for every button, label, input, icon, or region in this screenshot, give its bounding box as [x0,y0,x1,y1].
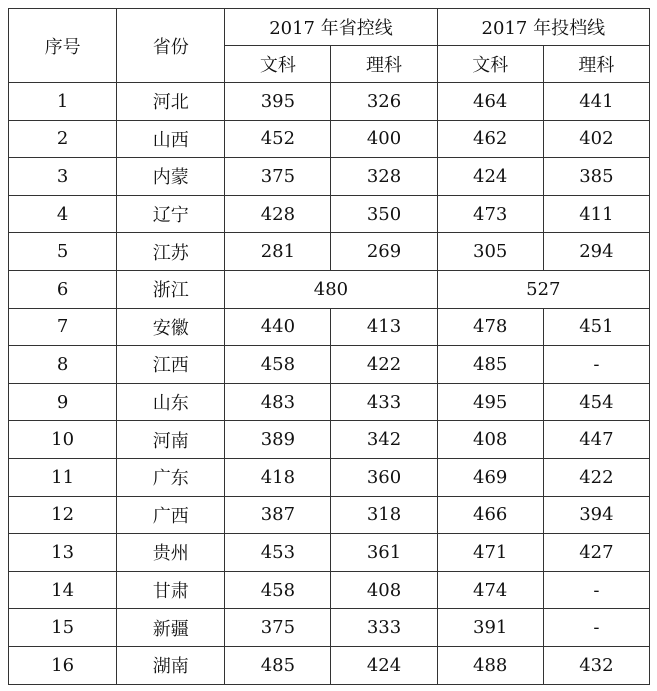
cell-index: 15 [9,609,117,647]
cell-control-science: 333 [331,609,437,647]
cell-control-science: 360 [331,458,437,496]
cell-admission-science: 441 [543,83,649,121]
table-row [9,646,650,684]
cell-province: 江西 [117,346,225,384]
cell-admission-arts: 474 [437,571,543,609]
table-row [9,346,650,384]
cell-admission-arts: 408 [437,421,543,459]
header-control-line: 2017 年省控线 [225,9,437,46]
score-table [8,8,650,685]
cell-index: 7 [9,308,117,346]
table-row [9,496,650,534]
cell-index: 14 [9,571,117,609]
header-province: 省份 [117,9,225,83]
header-admission-arts: 文科 [437,46,543,83]
cell-admission-science: 402 [543,120,649,158]
table-row [9,534,650,572]
cell-admission-arts: 469 [437,458,543,496]
header-admission-science: 理科 [543,46,649,83]
table-row [9,421,650,459]
cell-admission-science: - [543,346,649,384]
header-control-science: 理科 [331,46,437,83]
cell-admission-science: 394 [543,496,649,534]
cell-province: 广东 [117,458,225,496]
table-row [9,195,650,233]
cell-control-science: 400 [331,120,437,158]
header-row-top [9,9,650,46]
cell-control-arts: 387 [225,496,331,534]
cell-admission-science: 411 [543,195,649,233]
cell-control-arts: 440 [225,308,331,346]
table-row [9,158,650,196]
table-row [9,383,650,421]
cell-control-arts: 375 [225,158,331,196]
cell-control-science: 424 [331,646,437,684]
cell-control-science: 408 [331,571,437,609]
cell-admission-arts: 464 [437,83,543,121]
cell-admission-arts: 466 [437,496,543,534]
cell-province: 湖南 [117,646,225,684]
cell-control-science: 328 [331,158,437,196]
cell-province: 浙江 [117,270,225,308]
cell-province: 内蒙 [117,158,225,196]
cell-admission-science: - [543,571,649,609]
cell-index: 11 [9,458,117,496]
cell-province: 新疆 [117,609,225,647]
table-row [9,83,650,121]
header-admission-line: 2017 年投档线 [437,9,649,46]
cell-index: 6 [9,270,117,308]
cell-province: 安徽 [117,308,225,346]
header-index: 序号 [9,9,117,83]
cell-control-arts: 281 [225,233,331,271]
cell-index: 12 [9,496,117,534]
cell-admission-merged: 527 [437,270,649,308]
table-row [9,120,650,158]
cell-province: 广西 [117,496,225,534]
cell-admission-arts: 473 [437,195,543,233]
cell-province: 山东 [117,383,225,421]
header-control-arts: 文科 [225,46,331,83]
cell-admission-arts: 305 [437,233,543,271]
cell-control-merged: 480 [225,270,437,308]
cell-province: 辽宁 [117,195,225,233]
cell-control-science: 318 [331,496,437,534]
cell-control-arts: 418 [225,458,331,496]
cell-admission-science: 427 [543,534,649,572]
cell-control-arts: 458 [225,346,331,384]
cell-admission-science: 447 [543,421,649,459]
cell-province: 河北 [117,83,225,121]
cell-province: 江苏 [117,233,225,271]
cell-control-arts: 395 [225,83,331,121]
cell-index: 8 [9,346,117,384]
cell-control-arts: 458 [225,571,331,609]
cell-control-arts: 375 [225,609,331,647]
cell-control-science: 342 [331,421,437,459]
cell-index: 10 [9,421,117,459]
cell-control-science: 413 [331,308,437,346]
cell-province: 贵州 [117,534,225,572]
cell-index: 9 [9,383,117,421]
cell-control-arts: 453 [225,534,331,572]
cell-control-science: 350 [331,195,437,233]
cell-control-science: 326 [331,83,437,121]
cell-control-science: 269 [331,233,437,271]
cell-control-arts: 485 [225,646,331,684]
cell-admission-arts: 485 [437,346,543,384]
cell-province: 河南 [117,421,225,459]
cell-index: 3 [9,158,117,196]
table-row [9,308,650,346]
cell-admission-science: - [543,609,649,647]
cell-province: 甘肃 [117,571,225,609]
table-body [9,83,650,685]
cell-admission-arts: 478 [437,308,543,346]
cell-control-science: 433 [331,383,437,421]
table-row [9,270,650,308]
cell-admission-science: 294 [543,233,649,271]
table-row [9,571,650,609]
table-row [9,458,650,496]
cell-admission-arts: 488 [437,646,543,684]
cell-index: 13 [9,534,117,572]
cell-index: 5 [9,233,117,271]
cell-index: 1 [9,83,117,121]
cell-control-arts: 483 [225,383,331,421]
cell-admission-science: 385 [543,158,649,196]
cell-control-arts: 452 [225,120,331,158]
table-row [9,233,650,271]
cell-admission-arts: 391 [437,609,543,647]
cell-admission-science: 451 [543,308,649,346]
cell-admission-science: 432 [543,646,649,684]
cell-index: 16 [9,646,117,684]
cell-admission-science: 454 [543,383,649,421]
cell-province: 山西 [117,120,225,158]
cell-admission-arts: 471 [437,534,543,572]
cell-index: 4 [9,195,117,233]
cell-control-science: 361 [331,534,437,572]
cell-index: 2 [9,120,117,158]
cell-control-arts: 389 [225,421,331,459]
table-row [9,609,650,647]
table-header [9,9,650,83]
cell-control-arts: 428 [225,195,331,233]
cell-admission-arts: 424 [437,158,543,196]
cell-admission-arts: 495 [437,383,543,421]
cell-admission-science: 422 [543,458,649,496]
cell-admission-arts: 462 [437,120,543,158]
cell-control-science: 422 [331,346,437,384]
